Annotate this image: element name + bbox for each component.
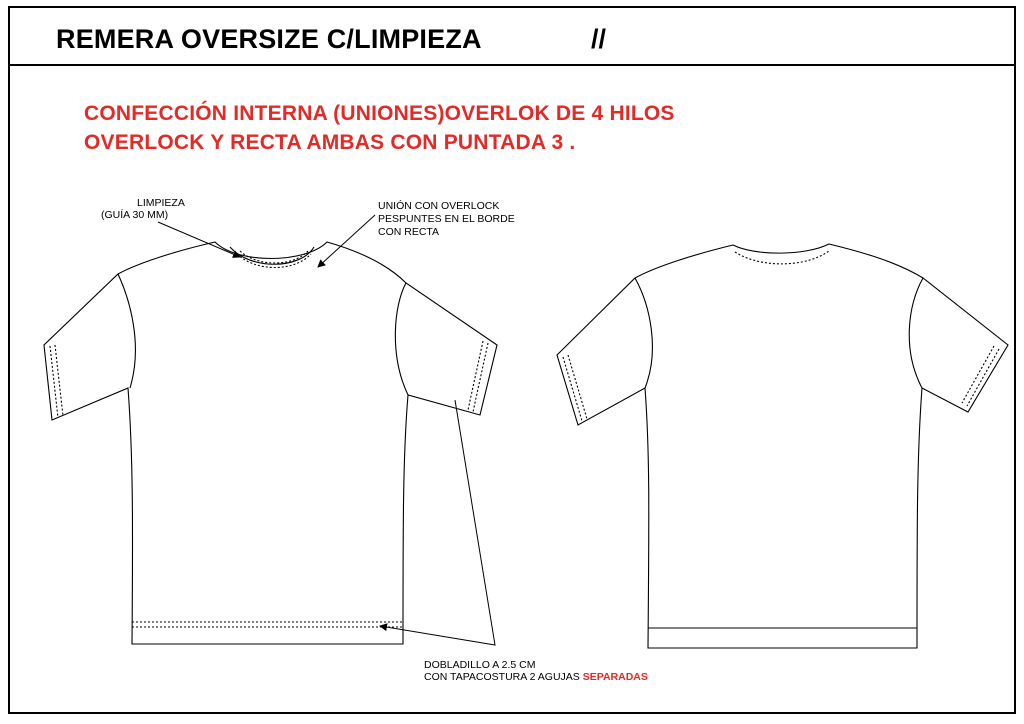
callout-union-line-3: CON RECTA <box>378 226 440 238</box>
back-left-sleeve-hem-1 <box>563 357 582 421</box>
back-view <box>557 244 1008 648</box>
callout-union-line-2: PESPUNTES EN EL BORDE <box>378 213 515 225</box>
callout-limpieza-line-1: LIMPIEZA <box>137 197 185 209</box>
limpieza-leader <box>158 222 240 257</box>
front-left-sleeve-hem-2 <box>55 345 63 416</box>
callout-dobladillo-text: CON TAPACOSTURA 2 AGUJAS <box>424 671 583 683</box>
dobladillo-leader <box>380 400 495 645</box>
callout-limpieza-line-2: (GUÍA 30 MM) <box>101 209 169 221</box>
callout-dobladillo-highlight: SEPARADAS <box>582 671 648 683</box>
front-view <box>44 242 497 644</box>
back-right-sleeve-hem-1 <box>967 349 999 406</box>
union-leader <box>318 215 375 267</box>
callout-leaders <box>158 215 495 645</box>
back-right-armhole <box>909 278 923 388</box>
title-separator: // <box>591 24 607 54</box>
back-left-armhole <box>635 278 652 388</box>
front-left-sleeve-hem-1 <box>50 346 58 418</box>
callout-dobladillo-line-1: DOBLADILLO A 2.5 CM <box>424 659 536 671</box>
back-body-outline <box>557 244 1008 648</box>
front-right-armhole <box>395 283 408 395</box>
page-title: REMERA OVERSIZE C/LIMPIEZA <box>56 24 482 54</box>
callout-union-line-1: UNIÓN CON OVERLOCK <box>378 200 500 212</box>
construction-note-line-2: OVERLOCK Y RECTA AMBAS CON PUNTADA 3 . <box>84 131 576 154</box>
back-left-sleeve-hem-2 <box>568 355 587 419</box>
front-body-outline <box>44 242 497 644</box>
construction-note-line-1: CONFECCIÓN INTERNA (UNIONES)OVERLOK DE 4 HILOS <box>84 102 675 125</box>
front-left-armhole <box>118 274 135 388</box>
